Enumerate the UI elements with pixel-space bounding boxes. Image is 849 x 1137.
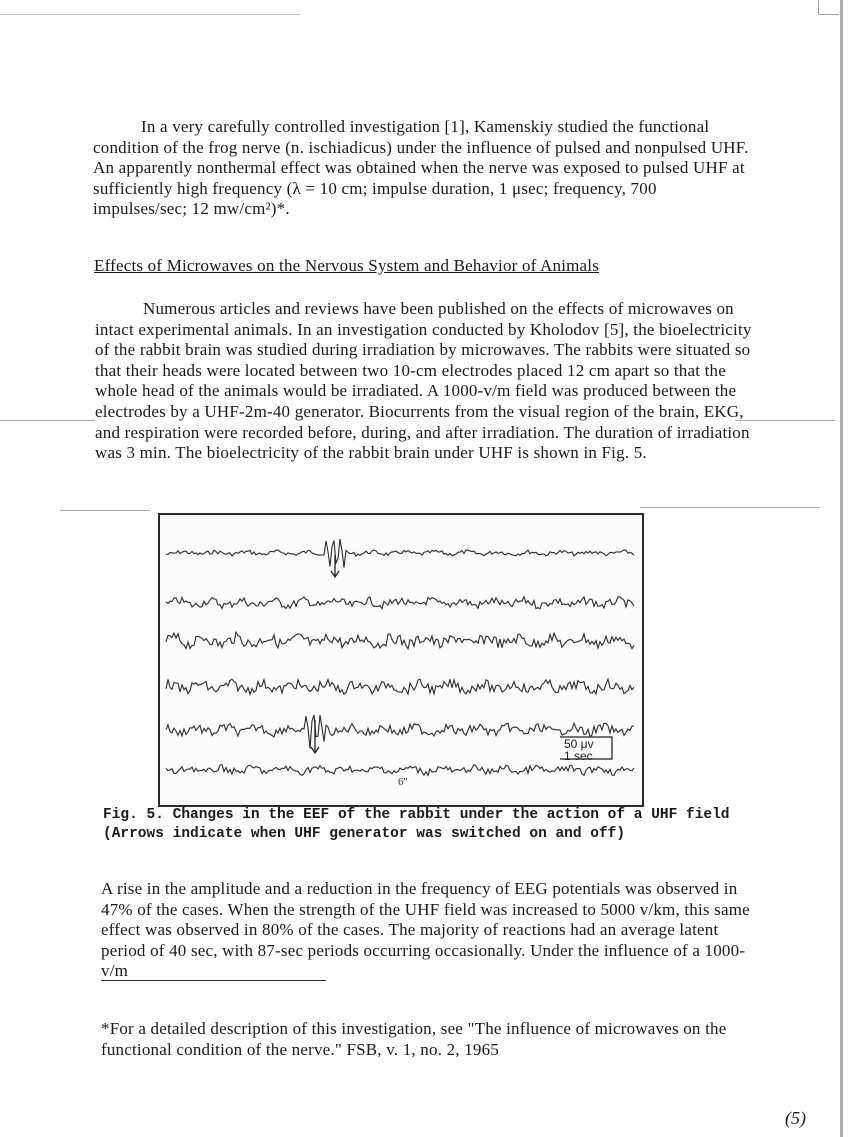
scan-mark [640,507,820,508]
scan-edge [840,0,843,1137]
eeg-trace [166,765,634,776]
scale-time-label: 1 sec [564,749,593,763]
eeg-trace [166,539,634,567]
eeg-trace [166,597,634,609]
paragraph-kholodov: Numerous articles and reviews have been published on the effects of microwaves on intact experimental animals. In an investigation conducted by Kholodov [5], the bioelectricity of the rabbit brain was studied during irradiation by microwaves. The rabbits were situated so that their heads were located between two 10-cm electrodes placed 12 cm apart so that the whole head of the animals would be irradiated. A 1000-v/m field was produced between the electrodes by a UHF-2m-40 generator. Biocurrents from the visual region of the brain, EKG, and respiration were recorded before, during, and after irradiation. The duration of irradiation was 3 min. The bioelectricity of the rabbit brain under UHF is shown in Fig. 5. [95,299,752,463]
page-number: (5) [785,1108,806,1128]
trace-mark-label: 6'' [398,776,408,788]
eeg-trace [166,632,634,649]
scan-mark [0,420,95,421]
eeg-figure [158,513,644,807]
paragraph-intro: In a very carefully controlled investigation [1], Kamenskiy studied the functional condition of the frog nerve (n. ischiadicus) under the influence of pulsed and nonpulsed UHF. An apparently nonthermal effect was obtained when the nerve was exposed to pulsed UHF at sufficiently high frequency (λ = 10 cm; impulse duration, 1 μsec; frequency, 700 impulses/sec; 12 mw/cm²)*. [93,117,749,219]
scale-amplitude-label: 50 μv [564,737,594,751]
scan-mark [0,14,300,15]
figure-caption: Fig. 5. Changes in the EEF of the rabbit under the action of a UHF field (Arrows indicate when UHF generator was switched on and off) [103,807,730,842]
eeg-traces [160,515,642,805]
section-heading: Effects of Microwaves on the Nervous System and Behavior of Animals [94,256,600,275]
eeg-trace [166,679,634,694]
scan-corner [818,0,839,15]
scan-mark [60,510,150,511]
footnote: *For a detailed description of this investigation, see "The influence of microwaves on the functional condition of the nerve." FSB, v. 1, no. 2, 1965 [101,1019,727,1059]
paragraph-results: A rise in the amplitude and a reduction in the frequency of EEG potentials was observed in 47% of the cases. When the strength of the UHF field was increased to 5000 v/km, this same effect was observed in 80% of the cases. The majority of reactions had an average latent period of 40 sec, with 87-sec periods occurring occasionally. Under the influence of a 1000-v/m [101,879,750,981]
footnote-rule [101,980,326,981]
